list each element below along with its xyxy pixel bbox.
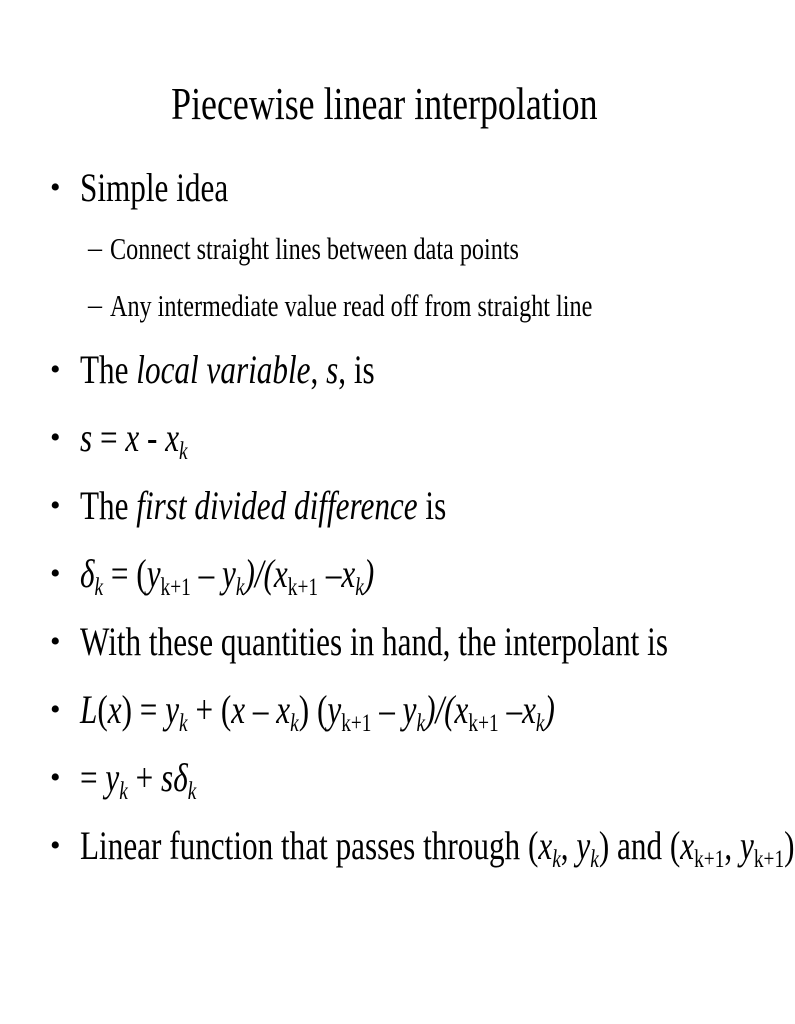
bullet-icon: •: [50, 693, 61, 726]
bullet-text: Linear function that passes through ($x_k$, $y_k$) and ($x_{k+1}$, $y_{k+1}$): [80, 823, 795, 873]
bullet-icon: •: [50, 421, 61, 454]
bullet-icon: •: [50, 557, 61, 590]
bullet-text: The local variable, s, is: [80, 347, 375, 392]
bullet-text: Simple idea: [80, 165, 229, 210]
sub-bullet-text: Connect straight lines between data points: [110, 231, 519, 266]
title-container: [0, 76, 768, 132]
dash-icon: –: [88, 233, 102, 264]
equation-delta: $\delta_k = (y_{k+1} - y_k)/(x_{k+1}$ $-x_k$): [80, 551, 375, 601]
equation-simplified: = $y_k + s\delta_k$: [80, 755, 197, 805]
bullet-icon: •: [50, 171, 61, 204]
bullet-icon: •: [50, 353, 61, 386]
sub-bullet-text: Any intermediate value read off from straight line: [110, 288, 593, 323]
dash-icon: –: [88, 290, 102, 321]
slide-title: Piecewise linear interpolation: [170, 78, 598, 129]
bullet-icon: •: [50, 625, 61, 658]
bullet-icon: •: [50, 489, 61, 522]
bullet-text: With these quantities in hand, the interpolant is: [80, 619, 668, 664]
bullet-icon: •: [50, 761, 61, 794]
bullet-text: The first divided difference is: [80, 483, 447, 528]
equation-s: $s = x - x_k$: [80, 415, 188, 465]
equation-interpolant: $L(x) = y_k + (x - x_k)$ $(y_{k+1} - y_k)/(x_{k+1}$ $-x_k$): [80, 687, 555, 737]
bullet-icon: •: [50, 829, 61, 862]
